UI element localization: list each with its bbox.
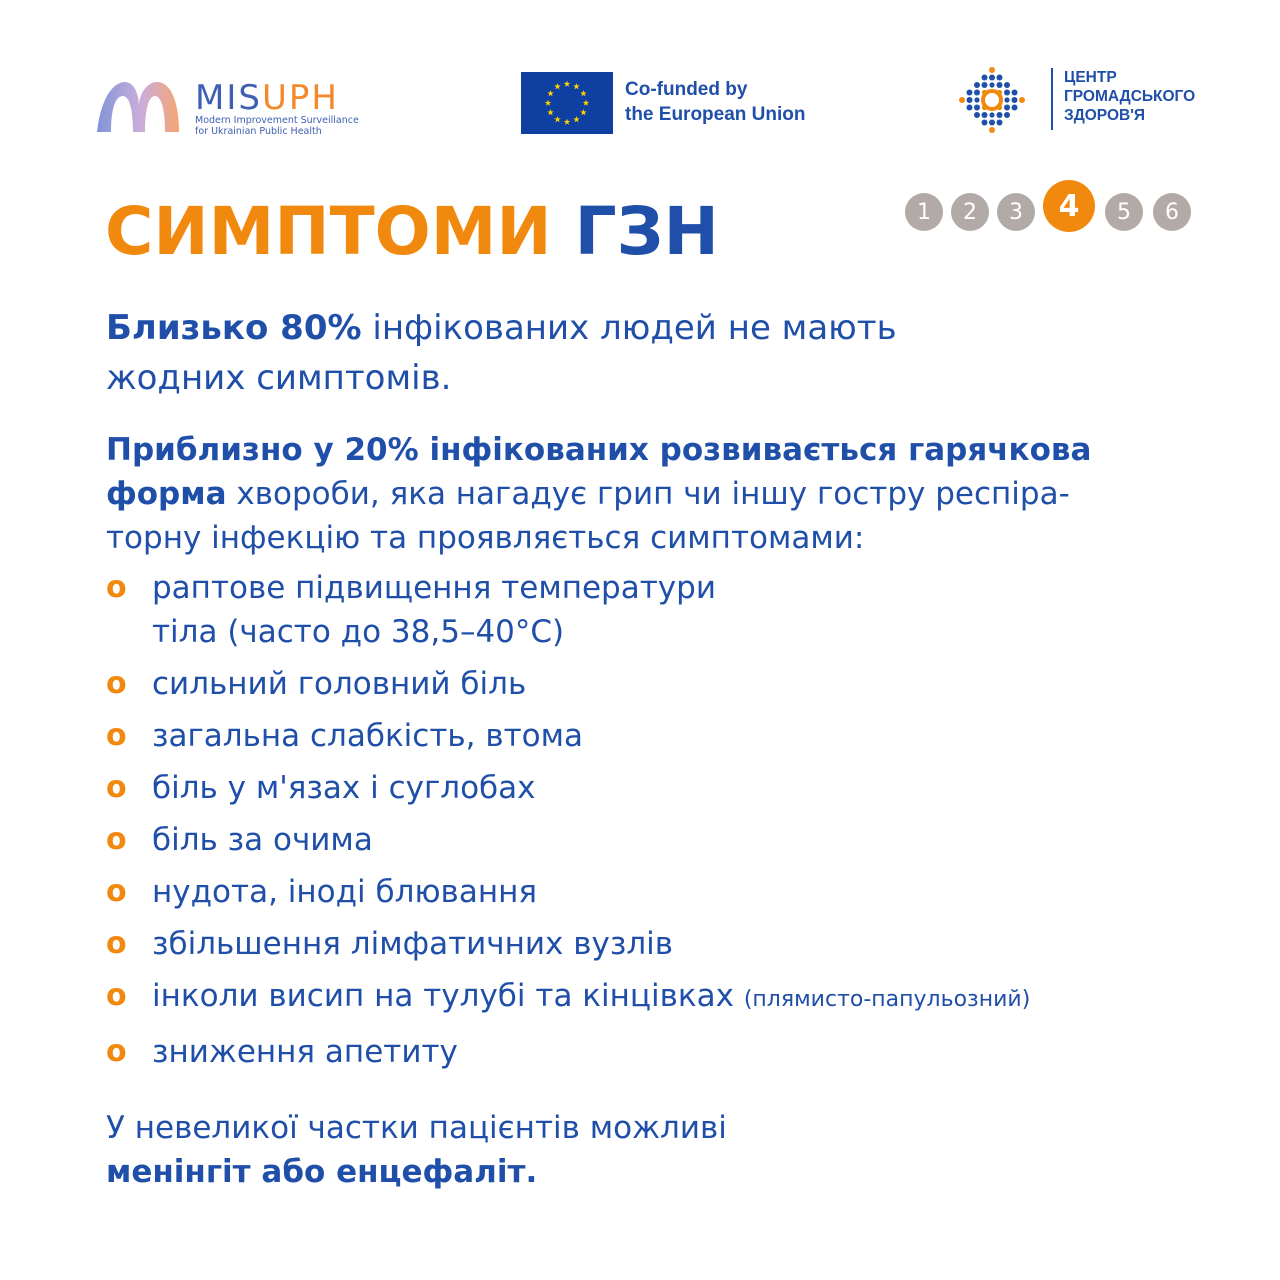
phc-text-line2: ГРОМАДСЬКОГО [1064, 88, 1196, 105]
phc-dot-icon [967, 90, 973, 96]
phc-dots-icon [950, 58, 1036, 142]
symptom-note: (плямисто-папульозний) [743, 987, 1031, 1012]
symptom-text: біль за очима [152, 822, 373, 858]
phc-dot-icon [997, 82, 1003, 88]
symptom-text: раптове підвищення температури [152, 570, 716, 606]
fever-bold-line1: Приблизно у 20% інфікованих розвивається гарячкова [106, 432, 1092, 468]
phc-dot-icon [1019, 97, 1025, 103]
symptom-text: інколи висип на тулубі та кінцівках [152, 978, 734, 1014]
eu-text-line1: Co-funded by [625, 79, 748, 100]
symptom-text: збільшення лімфатичних вузлів [152, 926, 674, 962]
page-title [105, 192, 719, 272]
phc-dot-icon [989, 82, 994, 87]
symptom-item [106, 1030, 1030, 1074]
phc-dot-icon [1004, 105, 1010, 111]
phc-dot-icon [974, 97, 979, 102]
symptom-text: сильний головний біль [152, 666, 527, 702]
phc-dot-icon [1012, 105, 1018, 111]
misuph-subtitle-line1: Modern Improvement Surveillance [195, 115, 359, 126]
phc-dot-icon [1012, 97, 1018, 103]
phc-dot-icon [997, 120, 1003, 126]
phc-divider [1051, 68, 1053, 130]
phc-dot-icon [959, 97, 965, 103]
closing-paragraph [106, 1106, 727, 1194]
phc-dot-icon [989, 67, 995, 73]
closing-line2: менінгіт або енцефаліт. [106, 1154, 538, 1190]
bullet-icon: o [106, 874, 127, 909]
intro-paragraph [106, 303, 897, 403]
phc-dot-icon [1004, 97, 1009, 102]
bullet-icon: o [106, 822, 127, 857]
symptom-text: загальна слабкість, втома [152, 718, 584, 754]
bullet-icon: o [106, 926, 127, 961]
phc-dot-icon [1004, 90, 1010, 96]
phc-dot-icon [982, 112, 988, 118]
phc-dot-icon [982, 120, 988, 126]
phc-dot-icon [989, 120, 995, 126]
symptom-list [106, 566, 1030, 1082]
bullet-icon: o [106, 770, 127, 805]
phc-dot-icon [974, 105, 980, 111]
symptom-item [106, 922, 1030, 966]
closing-line1: У невеликої частки пацієнтів можливі [106, 1110, 727, 1146]
misuph-logo [95, 78, 375, 140]
bullet-icon: o [106, 666, 127, 701]
intro-line2: жодних симптомів. [106, 358, 452, 398]
phc-dot-icon [997, 75, 1003, 81]
phc-dot-icon [1004, 82, 1010, 88]
fever-rest-line2: хвороби, яка нагадує грип чи іншу гостру респіра- [226, 476, 1070, 512]
symptom-item [106, 974, 1030, 1022]
page-indicator: 6 [1153, 193, 1191, 231]
phc-dot-icon [997, 112, 1003, 118]
phc-dot-icon [982, 82, 988, 88]
symptom-item [106, 870, 1030, 914]
page-indicator: 2 [951, 193, 989, 231]
eu-text-line2: the European Union [625, 104, 806, 125]
fever-bold-line2: форма [106, 476, 227, 512]
phc-dot-icon [989, 112, 994, 117]
eu-cofunded-logo [521, 72, 841, 134]
symptom-text: зниження апетиту [152, 1034, 458, 1070]
title-part2: ГЗН [574, 193, 719, 270]
bullet-icon: o [106, 718, 127, 753]
misuph-mark-icon [95, 78, 181, 136]
misuph-wordmark-part1: MIS [195, 78, 262, 118]
symptom-item [106, 766, 1030, 810]
eu-flag-icon [521, 72, 613, 134]
bullet-icon: o [106, 978, 127, 1013]
slide-pager [905, 180, 1205, 240]
phc-dot-icon [989, 75, 995, 81]
phc-dot-icon [967, 97, 973, 103]
misuph-wordmark [195, 78, 339, 118]
bullet-icon: o [106, 1034, 127, 1069]
symptom-text: біль у м'язах і суглобах [152, 770, 536, 806]
misuph-wordmark-part2: UPH [261, 78, 339, 118]
phc-dot-icon [982, 75, 988, 81]
phc-dot-icon [974, 82, 980, 88]
fever-line3: торну інфекцію та проявляється симптомами: [106, 520, 865, 556]
phc-dot-icon [989, 127, 995, 133]
symptom-item [106, 818, 1030, 862]
page-indicator: 1 [905, 193, 943, 231]
phc-dot-icon [967, 105, 973, 111]
phc-text-line3: ЗДОРОВ'Я [1064, 107, 1146, 124]
symptom-item [106, 566, 1030, 654]
intro-rest: інфікованих людей не мають [361, 308, 897, 348]
phc-dot-icon [1012, 90, 1018, 96]
phc-dot-icon [974, 112, 980, 118]
symptom-item [106, 662, 1030, 706]
symptom-text-line2: тіла (часто до 38,5–40°С) [152, 614, 565, 650]
phc-text-line1: ЦЕНТР [1064, 69, 1117, 86]
phc-logo [950, 58, 1200, 142]
intro-bold: Близько 80% [106, 308, 362, 348]
bullet-icon: o [106, 570, 127, 605]
misuph-subtitle-line2: for Ukrainian Public Health [195, 126, 322, 137]
symptom-item [106, 714, 1030, 758]
page-indicator: 5 [1105, 193, 1143, 231]
phc-dot-icon [1004, 112, 1010, 118]
page-indicator-current: 4 [1043, 180, 1095, 232]
page-indicator: 3 [997, 193, 1035, 231]
symptom-text: нудота, іноді блювання [152, 874, 538, 910]
phc-dot-icon [974, 90, 980, 96]
title-part1: СИМПТОМИ [105, 193, 552, 270]
fever-paragraph [106, 428, 1091, 560]
